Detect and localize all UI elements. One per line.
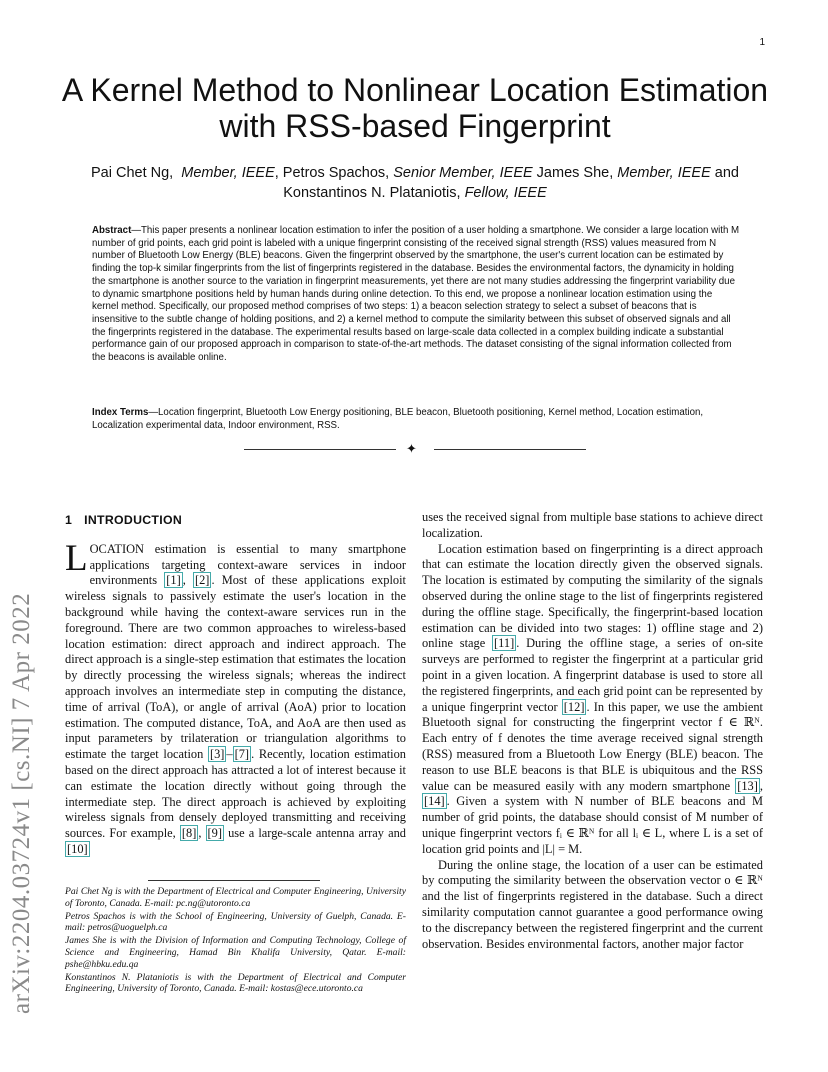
footnotes (65, 886, 406, 996)
citation-link[interactable]: [8] (181, 826, 197, 841)
paragraph-text: – (226, 747, 233, 762)
paragraph-text: . Recently, location estimation based on the direct approach has attracted a lot of interest because it can estimate the location directly without going through the intermediate step. The direct approach is achieved by exploiting wireless signals from densely deployed transmitting and receiving sources. For example, (65, 747, 406, 841)
abstract-label: Abstract (92, 225, 132, 236)
left-column (65, 513, 406, 858)
author-name: James She, (532, 165, 614, 181)
right-column (422, 510, 763, 952)
author-name: Konstantinos N. Plataniotis, (283, 185, 461, 201)
paragraph-text: , (759, 778, 763, 793)
first-word: OCATION (89, 541, 144, 556)
author-connector: and (710, 165, 739, 181)
paragraph-text: estimation is essential to many smartphone applications targeting context-aware services in indoor environments (89, 541, 406, 588)
citation-link[interactable]: [11] (494, 636, 515, 651)
paragraph-text: , (198, 826, 206, 841)
author-role: Senior Member, IEEE (393, 165, 533, 181)
footnote: James She is with the Division of Information and Computing Technology, College of Science and Engineering, Hamad Bin Khalifa University, Qatar. E-mail: pshe@hbku.edu.qa (65, 935, 406, 970)
section-divider (244, 442, 586, 456)
citation-link[interactable]: [1] (166, 573, 181, 588)
author-list (70, 163, 760, 203)
section-heading (65, 513, 406, 529)
footnote: Pai Chet Ng is with the Department of Electrical and Computer Engineering, University of Toronto, Canada. E-mail: pc.ng@utoronto.ca (65, 886, 406, 909)
footnote-rule (148, 880, 320, 881)
abstract-text: —This paper presents a nonlinear location estimation to infer the position of a user holding a smartphone. We consider a large location with M number of grid points, each grid point is labeled with a unique fingerprint consisting of the received signal strength (RSS) values measured from N number of Bluetooth Low Energy (BLE) beacons. Given the fingerprint observed by the smartphone, the user's current location can be estimated by finding the top-k similar fingerprints from the list of fingerprints registered in the database. Besides the environmental factors, the dynamicity in holding the smartphone is another source to the variation in fingerprint measurements, yet there are not many studies addressing the fingerprint variability due to dynamic smartphone positions held by human hands during online detection. To this end, we propose a nonlinear location estimation using the kernel method. Specifically, our proposed method comprises of two steps: 1) a beacon selection strategy to select a subset of beacons that is insensitive to the subtle change of holding positions, and 2) a kernel method to compute the similarity between this subset of observed signals and all the fingerprints registered in the database. The experimental results based on large-scale data collected in a complex building indicate a substantial performance gain of our proposed approach in comparison to state-of-the-art methods. The dataset consisting of the signal information collected from the beacons is available online. (92, 225, 740, 364)
dropcap: L (65, 537, 88, 579)
author-role: Fellow, IEEE (464, 185, 547, 201)
footnote: Petros Spachos is with the School of Engineering, University of Guelph, Canada. E-mail: petros@uoguelph.ca (65, 910, 406, 934)
paragraph (422, 542, 763, 858)
page-number: 1 (759, 37, 765, 48)
paragraph-text: . In this paper, we use the ambient Bluetooth signal for constructing the fingerprint vector f ∈ ℝᴺ. Each entry of f denotes the time average received signal strength (RSS) measured from a Bluetooth Low Energy (BLE) beacon. The reason to use BLE beacons is that BLE is ubiquitous and the RSS value can be measured easily with any modern smartphone (422, 699, 763, 793)
paragraph-text: . Given a system with N number of BLE beacons and M number of grid points, the database should consist of M number of unique fingerprint vectors fᵢ ∈ ℝᴺ for all lᵢ ∈ L, where L is a set of location grid points and |L| = M. (422, 794, 763, 856)
paragraph: During the online stage, the location of a user can be estimated by computing the similarity between the observation vector o ∈ ℝᴺ and the list of fingerprints registered in the database. Such a direct similarity computation cannot guarantee a good performance owing to the discrepancy between the registered fingerprint and the current observation. Besides environmental factors, another major factor (422, 857, 763, 951)
paragraph: uses the received signal from multiple base stations to achieve direct localization. (422, 510, 763, 540)
paragraph-text: use a large-scale antenna array and (224, 826, 406, 841)
section-title: INTRODUCTION (84, 513, 183, 527)
paragraph-text: Location estimation based on fingerprinting is a direct approach that can estimate the location directly given the observed signals. The location is estimated by computing the similarity of the signals observed during the online stage to the list of fingerprints registered during the offline stage. Specifically, the fingerprint-based location estimation can be divided into two stages: 1) offline stage and 2) online stage (422, 541, 763, 651)
divider-line-right (434, 449, 586, 450)
citation-link[interactable]: [3] (209, 747, 225, 762)
citation-link[interactable]: [14] (424, 794, 445, 809)
paragraph-text: . Most of these applications exploit wireless signals to passively estimate the user's location in the background while having the context-aware services run in the foreground. There are two common approaches to wireless-based location estimation: direct approach and indirect approach. The direct approach is a single-step estimation that estimates the location by directly processing the wireless signals; whereas the indirect approach involves an intermediate step in computing the distance, time of arrival (ToA), or angle of arrival (AoA) prior to location estimation. The computed distance, ToA, and AoA are then used as input parameters by trilateration or triangulation algorithms to estimate the target location (65, 573, 406, 762)
footnote: Konstantinos N. Plataniotis is with the Department of Electrical and Computer Engineering, University of Toronto, Canada. E-mail: kostas@ece.utoronto.ca (65, 971, 406, 995)
citation-link[interactable]: [9] (207, 826, 222, 841)
divider-line-left (244, 449, 396, 450)
author-name: Pai Chet Ng, (90, 165, 174, 181)
paper-title: A Kernel Method to Nonlinear Location Estimation with RSS-based Fingerprint (61, 72, 769, 144)
citation-link[interactable]: [2] (194, 573, 210, 588)
divider-diamond-icon: ✦ (406, 442, 417, 457)
citation-link[interactable]: [7] (234, 747, 250, 762)
citation-link[interactable]: [10] (67, 841, 88, 856)
arxiv-stamp: arXiv:2204.03724v1 [cs.NI] 7 Apr 2022 (8, 592, 35, 1014)
paragraph-text: , (182, 573, 193, 588)
index-terms (92, 407, 740, 432)
author-name: , Petros Spachos, (274, 165, 390, 181)
citation-link[interactable]: [13] (737, 778, 758, 793)
paragraph-text: . During the offline stage, a series of on-site surveys are performed to register the fingerprint at a particular grid point in a given location. A fingerprint database is used to store all the registered fingerprints, and each grid point can be represented by a unique fingerprint vector (422, 636, 763, 714)
author-role: Member, IEEE (181, 165, 275, 181)
index-terms-text: —Location fingerprint, Bluetooth Low Energy positioning, BLE beacon, Bluetooth positioning, Kernel method, Location estimation, Localization experimental data, Indoor environment, RSS. (92, 407, 704, 431)
index-terms-label: Index Terms (92, 407, 149, 418)
intro-paragraph (65, 537, 406, 858)
author-role: Member, IEEE (617, 165, 711, 181)
citation-link[interactable]: [12] (563, 699, 585, 714)
abstract (92, 225, 740, 365)
section-number: 1 (65, 513, 73, 527)
